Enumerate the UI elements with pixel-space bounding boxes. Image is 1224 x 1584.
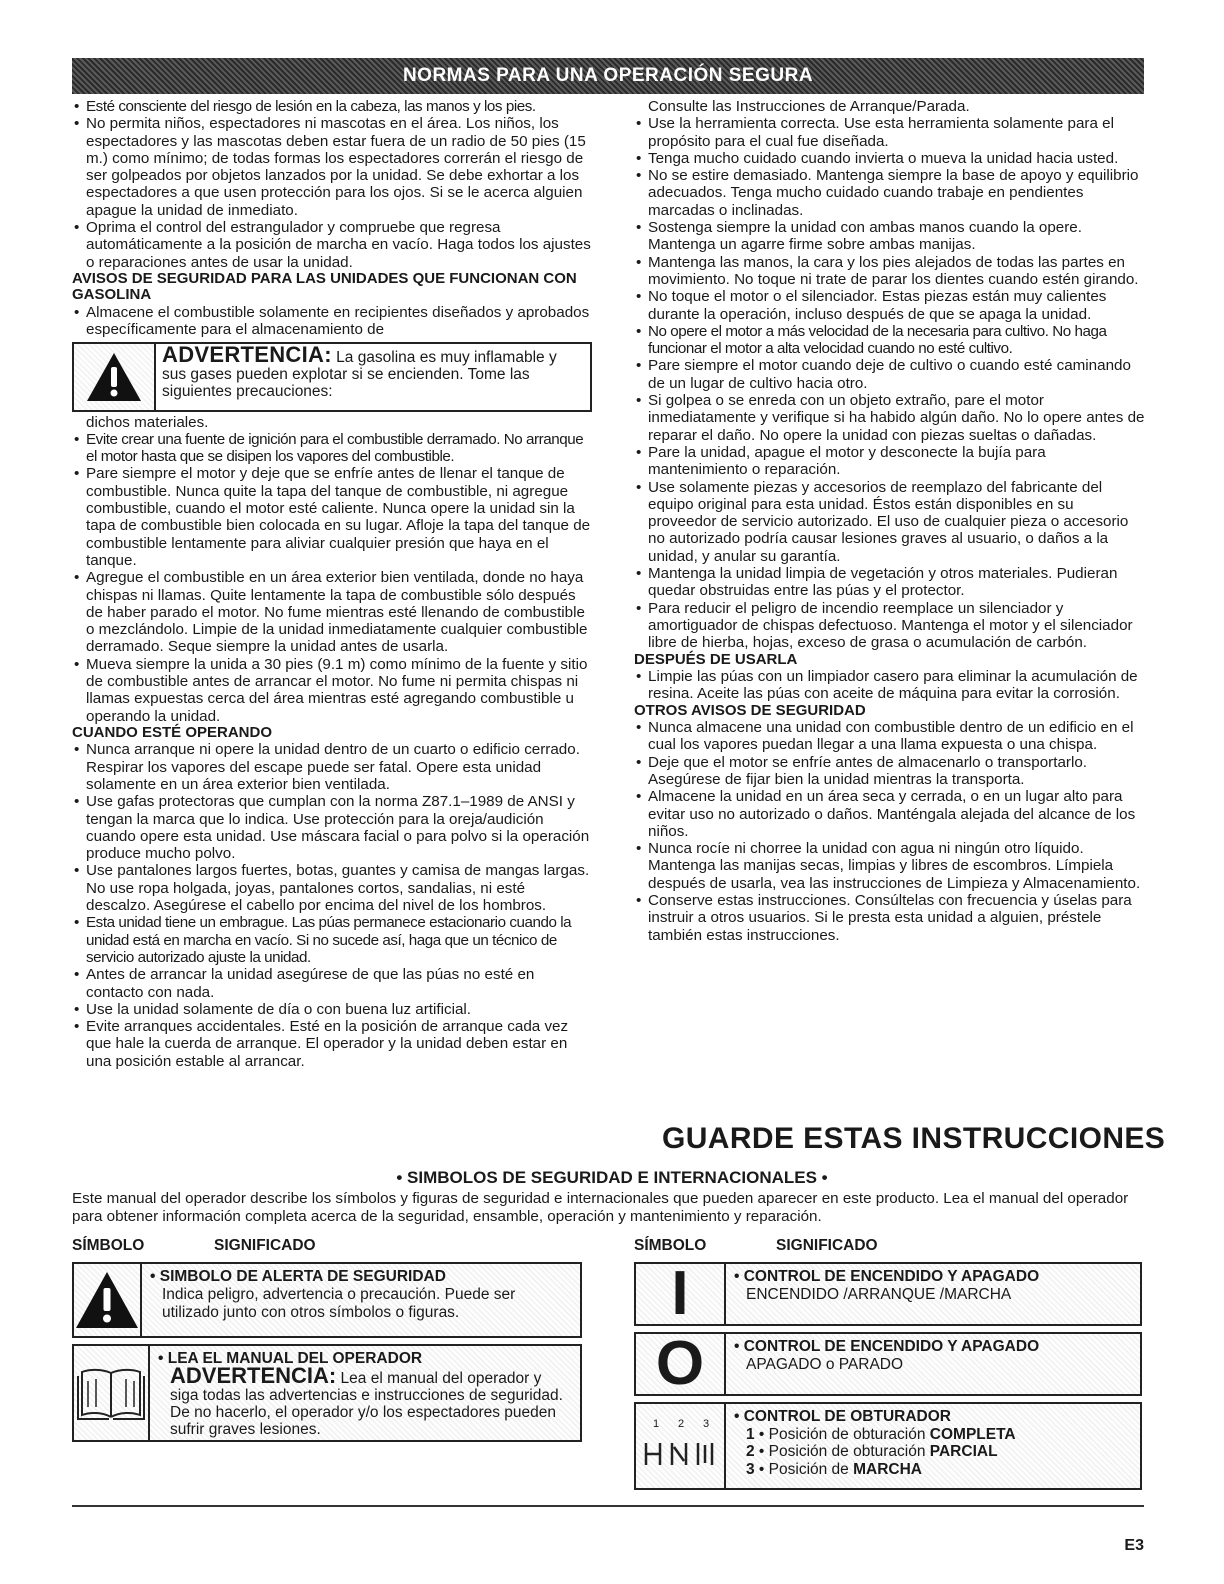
choke-num: 1 xyxy=(746,1425,755,1443)
column-header-symbol: SÍMBOLO xyxy=(72,1237,145,1254)
list-item-continuation: Consulte las Instrucciones de Arranque/Parada. xyxy=(648,98,970,115)
list-item: • Oprima el control del estrangulador y compruebe que regresa automáticamente a la posición de marcha en vacío. Haga todos los ajustes o reparaciones antes de usar la unidad. xyxy=(72,219,592,271)
list-item: • Agregue el combustible en un área exterior bien ventilada, donde no haya chispas ni llamas. Quite lentamente la tapa de combustible sólo después de haber parado el motor. No fume mientras esté llenando de combustible o mezclándolo. Limpie de la unidad inmediatamente cualquier combustible derramado. Seque siempre la unidad antes de usarla. xyxy=(72,569,592,655)
choke-state: PARCIAL xyxy=(929,1443,998,1460)
symbol-title: • CONTROL DE ENCENDIDO Y APAGADO xyxy=(734,1338,1040,1355)
list-item: • Sostenga siempre la unidad con ambas manos cuando la opere. Mantenga un agarre firme sobre ambas manijas. xyxy=(634,219,1146,254)
choke-num: 3 xyxy=(746,1460,755,1478)
manual-warning-title: ADVERTENCIA: xyxy=(170,1363,337,1388)
list-item: • Esta unidad tiene un embrague. Las púas permanece estacionario cuando la unidad está en marcha en vacío. Si no sucede así, haga que un técnico de servicio autorizado ajuste la unidad. xyxy=(72,914,592,966)
footer-divider xyxy=(72,1505,1144,1507)
warning-text xyxy=(154,341,590,410)
power-on-glyph: I xyxy=(671,1259,689,1328)
list-item: • Use solamente piezas y accesorios de reemplazo del fabricante del equipo original para esta unidad. Éstos están disponibles en su proveedor de servicio autorizado. El uso de cualquier pieza o accesorio no autorizado podría causar lesiones graves al usuario, o daños a la unidad, y anular su garantía. xyxy=(634,479,1146,565)
list-item: • Conserve estas instrucciones. Consúltelas con frecuencia y úselas para instruir a otros usuarios. Si le presta esta unidad a alguien, préstele también estas instrucciones. xyxy=(634,892,1146,944)
choke-num: 2 xyxy=(746,1443,755,1460)
list-item: • Antes de arrancar la unidad asegúrese de que las púas no esté en contacto con nada. xyxy=(72,966,592,1001)
choke-desc: • Posición de obturación xyxy=(754,1443,930,1460)
book-icon xyxy=(74,1346,150,1440)
power-on-icon xyxy=(636,1259,726,1328)
list-item: • Use gafas protectoras que cumplan con la norma Z87.1–1989 de ANSI y tengan la marca que lo indica. Use protección para la oreja/audición cuando opere esta unidad. Use máscara facial o para polvo si la operación produce mucho polvo. xyxy=(72,793,592,862)
choke-state: MARCHA xyxy=(853,1460,922,1478)
list-item: • No se estire demasiado. Mantenga siempre la base de apoyo y equilibrio adecuados. Tenga mucho cuidado cuando trabaje en pendientes marcadas o inclinadas. xyxy=(634,167,1146,219)
manual-warning-text-b: y siga todas las advertencias e instrucciones de seguridad. De no hacerlo, el operador y/o los espectadores pueden sufrir graves lesiones. xyxy=(170,1370,563,1438)
warning-title: ADVERTENCIA: xyxy=(162,341,332,367)
list-item: • Pare siempre el motor y deje que se enfríe antes de llenar el tanque de combustible. Nunca quite la tapa del tanque de combustible, ni agregue combustible, cuando el motor esté caliente. Nunca opere la unidad sin la tapa de combustible bien colocada en su lugar. Afloje la tapa del tanque de combustible lentamente para aliviar cualquier presión que haya en el tanque. xyxy=(72,465,592,569)
list-item: • Para reducir el peligro de incendio reemplace un silenciador y amortiguador de chispas defectuoso. Mantenga el motor y el silenciador libre de hierba, hojas, exceso de grasa o acumulación de carbón. xyxy=(634,600,1146,652)
list-item: • Si golpea o se enreda con un objeto extraño, pare el motor inmediatamente y verifique si ha habido algún daño. No lo opere antes de reparar el daño. No opere la unidad con piezas sueltas o dañadas. xyxy=(634,392,1146,444)
column-header-symbol: SÍMBOLO xyxy=(634,1237,707,1254)
symbol-row-power-off xyxy=(634,1329,1142,1398)
choke-position-run xyxy=(734,1461,1016,1479)
section-banner xyxy=(72,58,1144,94)
right-column xyxy=(634,98,1146,944)
symbol-meaning xyxy=(150,1346,580,1440)
symbol-meaning xyxy=(726,1264,1047,1324)
section-heading: CUANDO ESTÉ OPERANDO xyxy=(72,723,273,741)
list-item: • Mantenga las manos, la cara y los pies alejados de todas las partes en movimiento. No toque ni trate de parar los dientes cuando estén girando. xyxy=(634,254,1146,289)
section-heading: DESPUÉS DE USARLA xyxy=(634,650,798,668)
list-item: • Pare la unidad, apague el motor y desconecte la bujía para mantenimiento o reparación. xyxy=(634,444,1146,479)
symbol-meaning xyxy=(726,1404,1024,1488)
section-heading: AVISOS DE SEGURIDAD PARA LAS UNIDADES QUE FUNCIONAN CON GASOLINA xyxy=(72,269,577,304)
column-header-meaning: SIGNIFICADO xyxy=(776,1237,878,1254)
list-item: • Almacene la unidad en un área seca y cerrada, o en un lugar alto para evitar uso no autorizado o daños. Manténgala alejada del alcance de los niños. xyxy=(634,788,1146,840)
symbol-description: ENCENDIDO /ARRANQUE /MARCHA xyxy=(746,1286,1012,1303)
symbol-row-power-on xyxy=(634,1259,1142,1328)
list-item: • Almacene el combustible solamente en recipientes diseñados y aprobados específicamente para el almacenamiento de xyxy=(72,304,592,339)
symbol-row-read-manual xyxy=(72,1344,582,1442)
list-item: • Limpie las púas con un limpiador casero para eliminar la acumulación de resina. Aceite las púas con aceite de máquina para evitar la corrosión. xyxy=(634,668,1146,703)
list-item: • Use la unidad solamente de día o con buena luz artificial. xyxy=(72,1001,592,1018)
power-off-icon xyxy=(636,1329,726,1398)
symbol-title: • SIMBOLO DE ALERTA DE SEGURIDAD xyxy=(150,1268,446,1285)
symbol-title: • CONTROL DE OBTURADOR xyxy=(734,1408,951,1425)
choke-number-label: 2 xyxy=(678,1418,685,1430)
list-item: • Use pantalones largos fuertes, botas, guantes y camisa de mangas largas. No use ropa holgada, joyas, pantalones cortos, sandalias, ni esté descalzo. Asegúrese el cabello por encima del nivel de los hombros. xyxy=(72,862,592,914)
manual-warning-text-a: Lea el manual del operador xyxy=(340,1370,530,1387)
list-item: • Deje que el motor se enfríe antes de almacenarlo o transportarlo. Asegúrese de fijar bien la unidad mientras la transporta. xyxy=(634,754,1146,789)
list-item: • Mueva siempre la unida a 30 pies (9.1 m) como mínimo de la fuente y sitio de combustible antes de arrancar el motor. No fume ni permita chispas ni llamas expuestas cerca del área mientras esté agregando combustible u operando la unidad. xyxy=(72,656,592,725)
symbol-row-choke xyxy=(634,1402,1142,1490)
list-item: • Use la herramienta correcta. Use esta herramienta solamente para el propósito para el cual fue diseñada. xyxy=(634,115,1146,150)
symbol-row-safety-alert xyxy=(72,1262,582,1338)
list-item: • Nunca almacene una unidad con combustible dentro de un edificio en el cual los vapores puedan llegar a una llama expuesta o una chispa. xyxy=(634,719,1146,754)
section-heading: OTROS AVISOS DE SEGURIDAD xyxy=(634,701,866,719)
power-off-glyph: O xyxy=(655,1329,705,1398)
list-item: • Mantenga la unidad limpia de vegetación y otros materiales. Pudieran quedar obstruidas entre las púas y el protector. xyxy=(634,565,1146,600)
choke-position-partial xyxy=(734,1443,1016,1461)
warning-triangle-icon xyxy=(74,344,154,410)
left-column xyxy=(72,98,592,1070)
symbol-description xyxy=(158,1363,572,1438)
symbols-title: • SIMBOLOS DE SEGURIDAD E INTERNACIONALES • xyxy=(396,1168,828,1187)
choke-desc: • Posición de obturación xyxy=(754,1425,930,1443)
symbol-description: APAGADO o PARADO xyxy=(746,1356,904,1373)
list-item: • No toque el motor o el silenciador. Estas piezas están muy calientes durante la operación, incluso después de que se apaga la unidad. xyxy=(634,288,1146,323)
list-item: • Pare siempre el motor cuando deje de cultivo o cuando esté caminando de un lugar de cultivo hacia otro. xyxy=(634,357,1146,392)
banner-title: NORMAS PARA UNA OPERACIÓN SEGURA xyxy=(402,65,814,86)
save-instructions-heading: GUARDE ESTAS INSTRUCCIONES xyxy=(662,1122,1166,1155)
list-item: • Evite arranques accidentales. Esté en la posición de arranque cada vez que hale la cuerda de arranque. El operador y la unidad deben estar en una posición estable al arrancar. xyxy=(72,1018,592,1070)
choke-state: COMPLETA xyxy=(929,1425,1016,1443)
symbol-meaning xyxy=(726,1334,1047,1394)
list-item-continuation: dichos materiales. xyxy=(86,413,209,431)
gasoline-warning-box xyxy=(72,342,592,412)
symbol-title: • LEA EL MANUAL DEL OPERADOR xyxy=(158,1350,423,1367)
symbol-meaning xyxy=(142,1264,580,1336)
choke-icon xyxy=(636,1404,726,1488)
list-item: • Tenga mucho cuidado cuando invierta o mueva la unidad hacia usted. xyxy=(634,150,1146,167)
list-item: • No permita niños, espectadores ni mascotas en el área. Los niños, los espectadores y las mascotas deben estar fuera de un radio de 50 pies (15 m.) como mínimo; de todas formas los espectadores correrán el riesgo de ser golpeados por objetos lanzados por la unidad. Se debe exhortar a los espectadores a que usen protección para los ojos. Si se le acerca alguien apague la unidad de inmediato. xyxy=(72,115,592,219)
symbol-title: • CONTROL DE ENCENDIDO Y APAGADO xyxy=(734,1268,1040,1285)
choke-number-label: 3 xyxy=(703,1418,710,1430)
choke-desc: • Posición de xyxy=(754,1460,854,1478)
warning-body: La gasolina es muy inflamable y sus gases pueden explotar si se encienden. Tome las siguientes precauciones: xyxy=(162,348,557,400)
list-item: • Evite crear una fuente de ignición para el combustible derramado. No arranque el motor hasta que se disipen los vapores del combustible. xyxy=(72,431,592,466)
list-item: • Esté consciente del riesgo de lesión en la cabeza, las manos y los pies. xyxy=(72,98,592,115)
choke-number-label: 1 xyxy=(653,1418,660,1430)
list-item: • Nunca arranque ni opere la unidad dentro de un cuarto o edificio cerrado. Respirar los vapores del escape puede ser fatal. Opere esta unidad solamente en un área exterior bien ventilada. xyxy=(72,741,592,793)
symbol-description: Indica peligro, advertencia o precaución. Puede ser utilizado junto con otros símbolos o figuras. xyxy=(162,1286,516,1321)
choke-position-full xyxy=(734,1426,1016,1444)
page-number: E3 xyxy=(1124,1537,1144,1554)
symbols-intro: Este manual del operador describe los símbolos y figuras de seguridad e internacionales que pueden aparecer en este producto. Lea el manual del operador para obtener información completa acerca de la seguridad, ensamble, operación y mantenimiento y reparación. xyxy=(72,1190,1129,1225)
list-item: • No opere el motor a más velocidad de la necesaria para cultivo. No haga funcionar el motor a alta velocidad cuando no esté cultivo. xyxy=(634,323,1146,358)
safety-alert-icon xyxy=(74,1264,142,1336)
column-header-meaning: SIGNIFICADO xyxy=(214,1237,316,1254)
list-item: • Nunca rocíe ni chorree la unidad con agua ni ningún otro líquido. Mantenga las manijas secas, limpias y libres de escombros. Límpiela después de usarla, vea las instrucciones de Limpieza y Almacenamiento. xyxy=(634,840,1146,892)
